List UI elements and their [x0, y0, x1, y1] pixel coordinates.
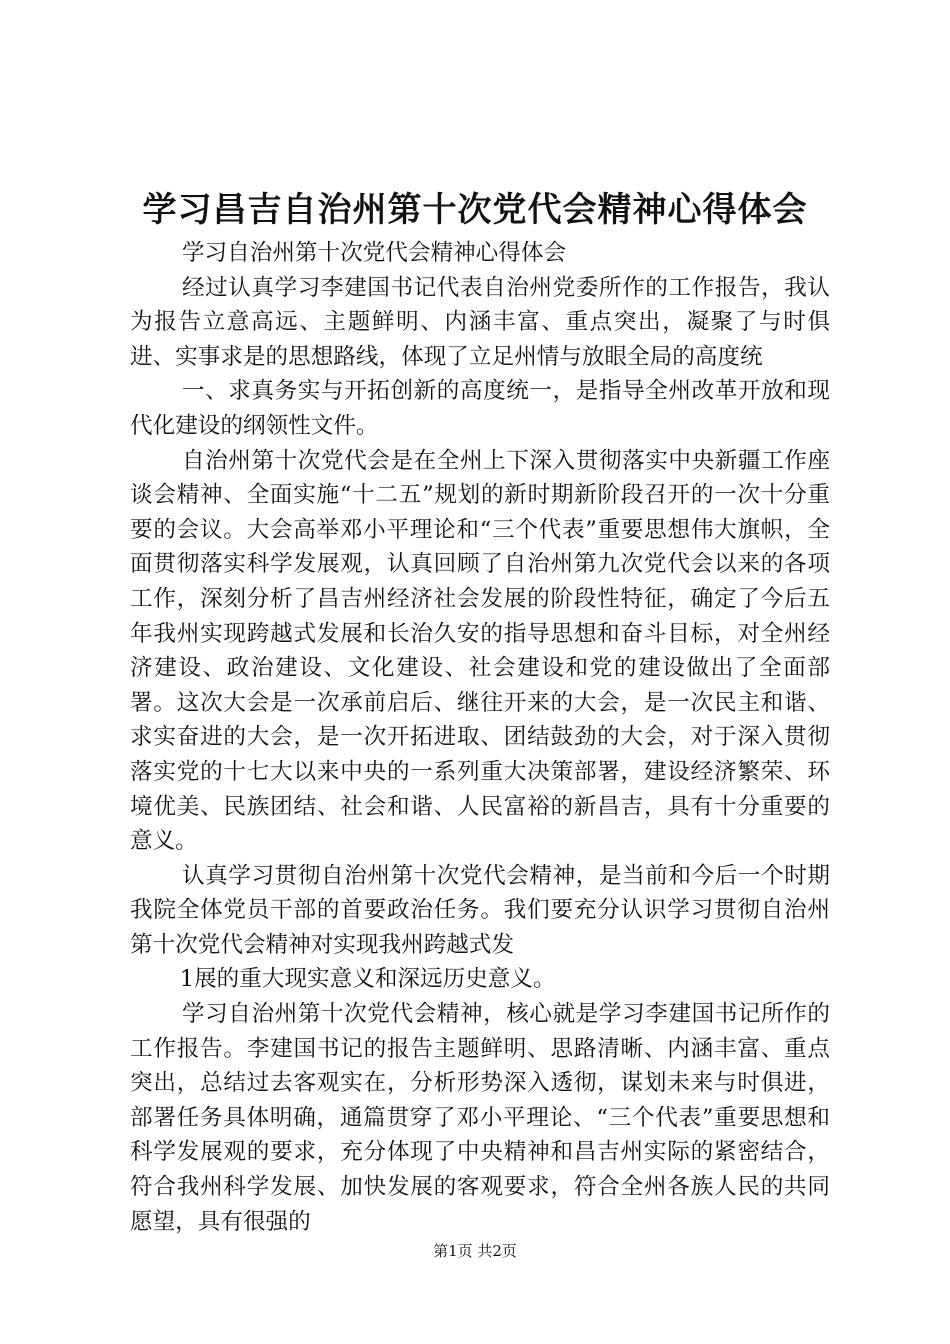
document-body [130, 236, 830, 1239]
paragraph-point-one: 一、求真务实与开拓创新的高度统一，是指导全州改革开放和现代化建设的纲领性文件。 [130, 378, 830, 439]
page-number-footer: 第1页 共2页 [433, 1242, 517, 1260]
paragraph-congress-overview: 自治州第十次党代会是在全州上下深入贯彻落实中央新疆工作座谈会精神、全面实施“十二五”规划的新时期新阶段召开的一次十分重要的会议。大会高举邓小平理论和“三个代表”重要思想伟大旗帜，全面贯彻落实科学发展观，认真回顾了自治州第九次党代会以来的各项工作，深刻分析了昌吉州经济社会发展的阶段性特征，确定了今后五年我州实现跨越式发展和长治久安的指导思想和奋斗目标，对全州经济建设、政治建设、文化建设、社会建设和党的建设做出了全面部署。这次大会是一次承前启后、继往开来的大会，是一次民主和谐、求实奋进的大会，是一次开拓进取、团结鼓劲的大会，对于深入贯彻落实党的十七大以来中央的一系列重大决策部署，建设经济繁荣、环境优美、民族团结、社会和谐、人民富裕的新昌吉，具有十分重要的意义。 [130, 447, 830, 855]
paragraph-intro: 经过认真学习李建国书记代表自治州党委所作的工作报告，我认为报告立意高远、主题鲜明、内涵丰富、重点突出，凝聚了与时俱进、实事求是的思想路线，体现了立足州情与放眼全局的高度统 [130, 274, 830, 370]
paragraph-political-task: 认真学习贯彻自治州第十次党代会精神，是当前和今后一个时期我院全体党员干部的首要政治任务。我们要充分认识学习贯彻自治州第十次党代会精神对实现我州跨越式发 [130, 862, 830, 958]
document-title: 学习昌吉自治州第十次党代会精神心得体会 [142, 190, 808, 230]
paragraph-significance: 1展的重大现实意义和深远历史意义。 [179, 966, 556, 993]
paragraph-report-core: 学习自治州第十次党代会精神，核心就是学习李建国书记所作的工作报告。李建国书记的报告主题鲜明、思路清晰、内涵丰富、重点突出，总结过去客观实在，分析形势深入透彻，谋划未来与时俱进，部署任务具体明确，通篇贯穿了邓小平理论、“三个代表”重要思想和科学发展观的要求，充分体现了中央精神和昌吉州实际的紧密结合，符合我州科学发展、加快发展的客观要求，符合全州各族人民的共同愿望，具有很强的 [130, 1001, 830, 1235]
paragraph-subtitle: 学习自治州第十次党代会精神心得体会 [181, 240, 567, 266]
